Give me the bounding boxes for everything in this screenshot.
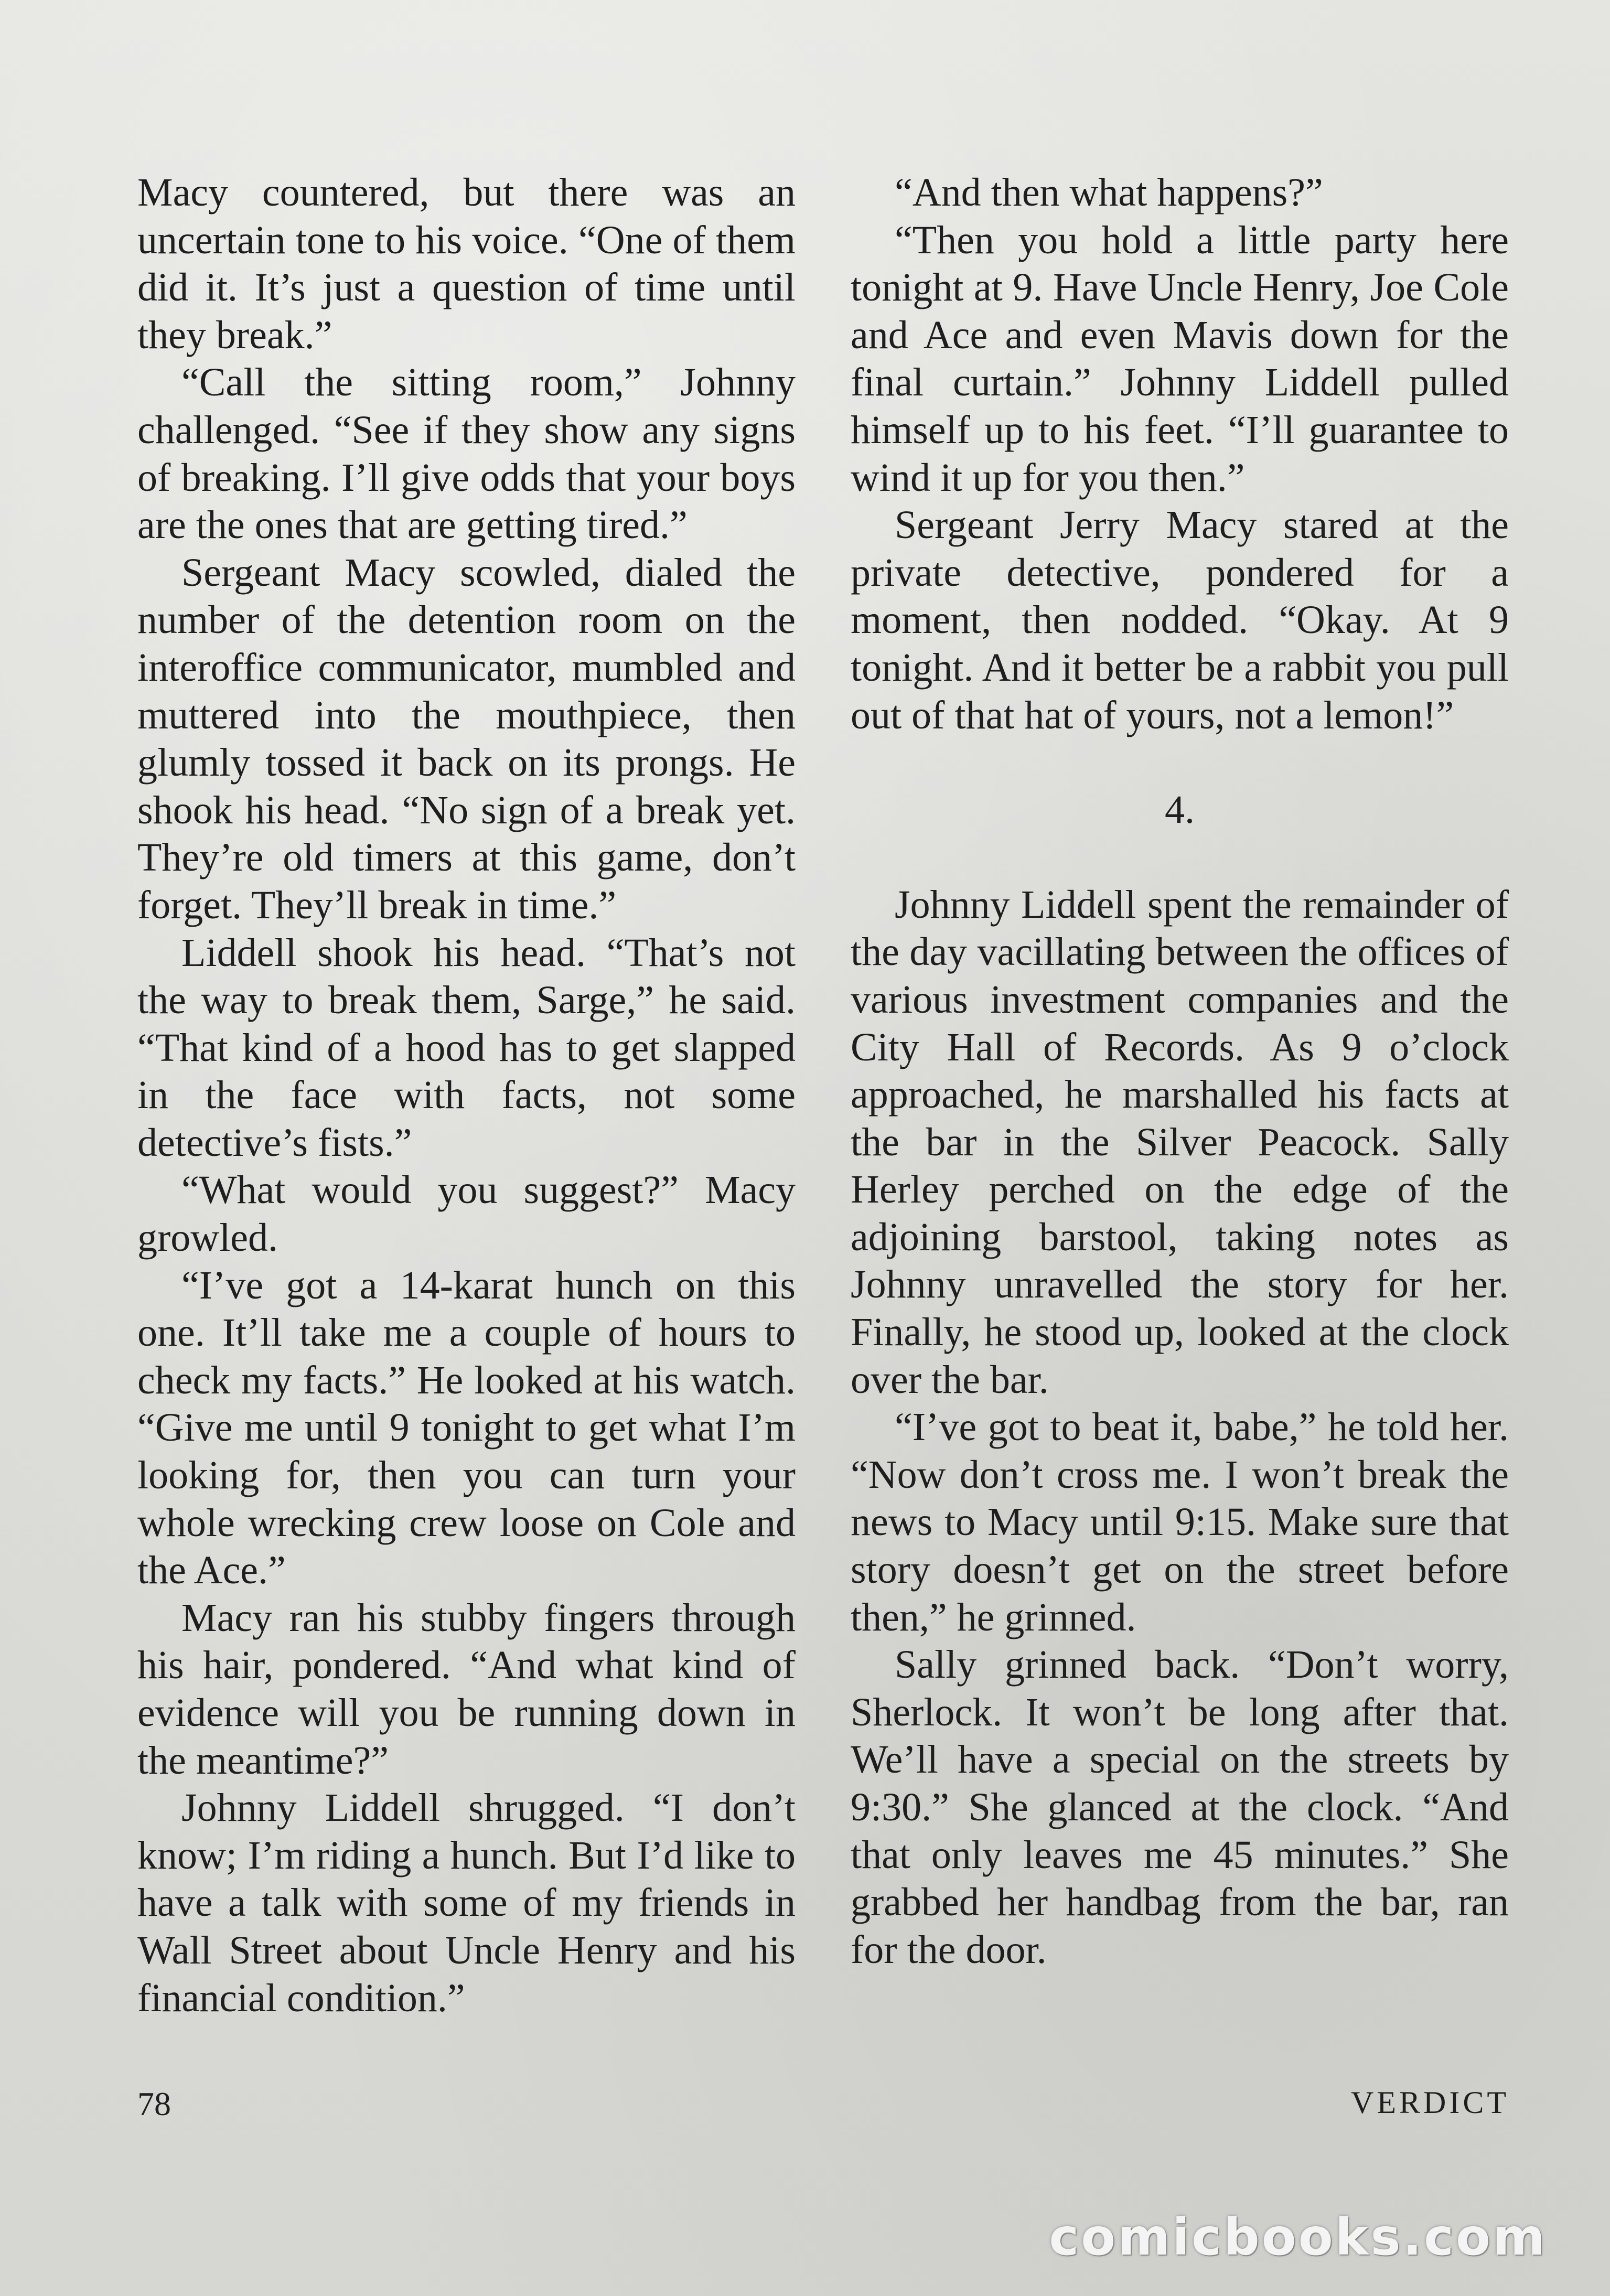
left-text-column	[137, 169, 796, 2022]
paragraph: Johnny Liddell spent the remainder of the day vacillating between the offices of various investment companies and the City Hall of Records. As 9 o’clock approached, he marshalled his facts at the bar in the Silver Peacock. Sally Herley perched on the edge of the adjoining barstool, taking notes as Johnny unravelled the story for her. Finally, he stood up, looked at the clock over the bar.	[851, 882, 1509, 1402]
magazine-title: VERDICT	[1351, 2085, 1509, 2120]
paragraph: Johnny Liddell shrugged. “I don’t know; I’m riding a hunch. But I’d like to have a talk with some of my friends in Wall Street about Uncle Henry and his financial condition.”	[137, 1786, 796, 2020]
page-number: 78	[137, 2085, 171, 2122]
paragraph: “I’ve got a 14-karat hunch on this one. It’ll take me a couple of hours to check my facts.” He looked at his watch. “Give me until 9 tonight to get what I’m looking for, then you can turn your whole wrecking crew loose on Cole and the Ace.”	[137, 1263, 796, 1593]
right-text-column	[851, 169, 1509, 1973]
paragraph: Liddell shook his head. “That’s not the way to break them, Sarge,” he said. “That kind of a hood has to get slapped in the face with facts, not some detective’s fists.”	[137, 930, 796, 1165]
paragraph: Macy countered, but there was an uncertain tone to his voice. “One of them did it. It’s just a question of time until they break.”	[137, 170, 796, 357]
paragraph: “And then what happens?”	[895, 170, 1323, 214]
paragraph: “Call the sitting room,” Johnny challenged. “See if they show any signs of breaking. I’ll give odds that your boys are the ones that are getting tired.”	[137, 360, 796, 548]
paragraph: “Then you hold a little party here tonight at 9. Have Uncle Henry, Joe Cole and Ace and even Mavis down for the final curtain.” Johnny Liddell pulled himself up to his feet. “I’ll guarantee to wind it up for you then.”	[851, 218, 1509, 500]
paragraph: Sally grinned back. “Don’t worry, Sherlock. It won’t be long after that. We’ll have a special on the streets by 9:30.” She glanced at the clock. “And that only leaves me 45 minutes.” She grabbed her handbag from the bar, ran for the door.	[851, 1643, 1509, 1972]
paragraph: Sergeant Jerry Macy stared at the private detective, pondered for a moment, then nodded. “Okay. At 9 tonight. And it better be a rabbit you pull out of that hat of yours, not a lemon!”	[851, 503, 1509, 737]
paragraph: Sergeant Macy scowled, dialed the number of the detention room on the interoffice communicator, mumbled and muttered into the mouthpiece, then glumly tossed it back on its prongs. He shook his head. “No sign of a break yet. They’re old timers at this game, don’t forget. They’ll break in time.”	[137, 550, 796, 927]
paragraph: “I’ve got to beat it, babe,” he told her. “Now don’t cross me. I won’t break the news to Macy until 9:15. Make sure that story doesn’t get on the street before then,” he grinned.	[851, 1405, 1509, 1639]
section-number: 4.	[1165, 788, 1195, 832]
paragraph: Macy ran his stubby fingers through his hair, pondered. “And what kind of evidence will you be running down in the meantime?”	[137, 1595, 796, 1783]
paragraph: “What would you suggest?” Macy growled.	[137, 1168, 796, 1260]
watermark: comicbooks.com	[1049, 2208, 1547, 2267]
